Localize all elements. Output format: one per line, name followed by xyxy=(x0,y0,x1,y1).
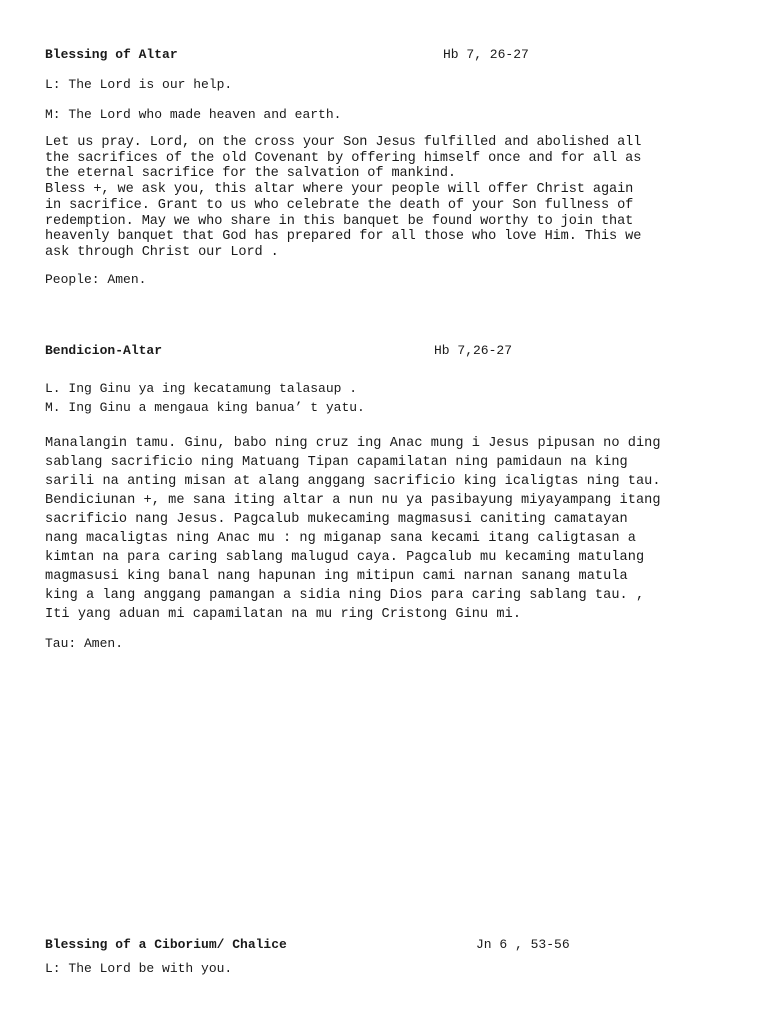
people-response: Tau: Amen. xyxy=(45,636,124,651)
prayer-line: kimtan na para caring sablang malugud caya. Pagcalub mu kecaming matulang xyxy=(45,550,645,565)
prayer-line: Bless +, we ask you, this altar where your people will offer Christ again xyxy=(45,182,634,198)
prayer-line: nang macaligtas ning Anac mu : ng miganap sana kecami itang caligtasan a xyxy=(45,531,636,546)
prayer-line: Bendiciunan +, me sana iting altar a nun nu ya pasibayung miyayampang itang xyxy=(45,493,661,508)
prayer-line: king a lang anggang pamangan a sidia ning Dios para caring sablang tau. , xyxy=(45,588,645,603)
prayer-line: the sacrifices of the old Covenant by offering himself once and for all as xyxy=(45,150,642,166)
prayer-line: sarili na anting misan at alang anggang sacrificio king icaligtas ning tau. xyxy=(45,474,661,489)
people-response: People: Amen. xyxy=(45,272,147,287)
prayer-paragraph xyxy=(45,135,725,261)
prayer-line: sablang sacrificio ning Matuang Tipan capamilatan ning pamidaun na king xyxy=(45,455,628,470)
scripture-reference: Hb 7,26-27 xyxy=(434,343,513,358)
prayer-line: ask through Christ our Lord . xyxy=(45,244,279,260)
prayer-paragraph xyxy=(45,434,735,624)
prayer-line: in sacrifice. Grant to us who celebrate the death of your Son fullness of xyxy=(45,197,634,213)
prayer-line: Manalangin tamu. Ginu, babo ning cruz ing Anac mung i Jesus pipusan no ding xyxy=(45,436,661,451)
section-title-bendicion-altar: Bendicion-Altar xyxy=(45,343,163,358)
leader-line: L: The Lord be with you. xyxy=(45,961,233,976)
section-title-blessing-of-altar: Blessing of Altar xyxy=(45,47,178,62)
prayer-line: sacrificio nang Jesus. Pagcalub mukecaming magmasusi caniting camatayan xyxy=(45,512,628,527)
prayer-line: the eternal sacrifice for the salvation of mankind. xyxy=(45,166,456,182)
response-line: M. Ing Ginu a mengaua king banua’ t yatu. xyxy=(45,400,365,415)
response-line: M: The Lord who made heaven and earth. xyxy=(45,107,342,122)
scripture-reference: Jn 6 , 53-56 xyxy=(476,937,570,952)
prayer-line: Let us pray. Lord, on the cross your Son Jesus fulfilled and abolished all xyxy=(45,135,642,150)
prayer-line: Iti yang aduan mi capamilatan na mu ring Cristong Ginu mi. xyxy=(45,607,522,622)
section-title-blessing-of-ciborium: Blessing of a Ciborium/ Chalice xyxy=(45,937,287,952)
prayer-line: heavenly banquet that God has prepared for all those who love Him. This we xyxy=(45,229,642,245)
scripture-reference: Hb 7, 26-27 xyxy=(443,47,529,62)
prayer-line: redemption. May we who share in this banquet be found worthy to join that xyxy=(45,213,634,229)
leader-line: L: The Lord is our help. xyxy=(45,77,233,92)
prayer-line: magmasusi king banal nang hapunan ing mitipun cami narnan sanang matula xyxy=(45,569,628,584)
leader-line: L. Ing Ginu ya ing kecatamung talasaup . xyxy=(45,381,358,396)
